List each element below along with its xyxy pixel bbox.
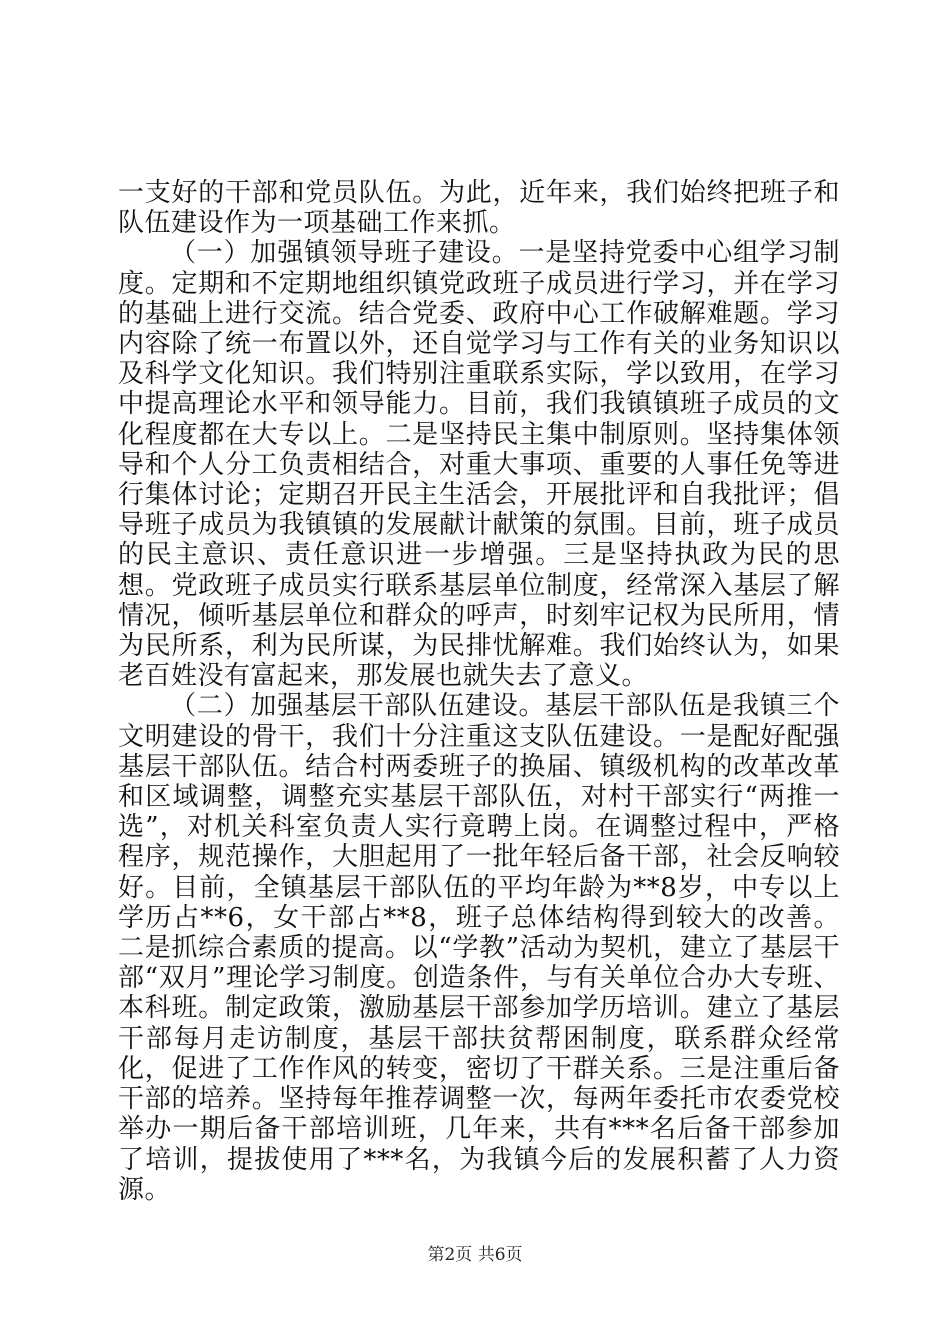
paragraph-leadership-team: （一）加强镇领导班子建设。一是坚持党委中心组学习制度。定期和不定期地组织镇党政班子成员进行学习，并在学习的基础上进行交流。结合党委、政府中心工作破解难题。学习内容除了统一布置以外，还自觉学习与工作有关的业务知识以及科学文化知识。我们特别注重联系实际，学以致用，在学习中提高理论水平和领导能力。目前，我们我镇镇班子成员的文化程度都在大专以上。二是坚持民主集中制原则。坚持集体领导和个人分工负责相结合，对重大事项、重要的人事任免等进行集体讨论；定期召开民主生活会，开展批评和自我批评；倡导班子成员为我镇镇的发展献计献策的氛围。目前，班子成员的民主意识、责任意识进一步增强。三是坚持执政为民的思想。党政班子成员实行联系基层单位制度，经常深入基层了解情况，倾听基层单位和群众的呼声，时刻牢记权为民所用，情为民所系，利为民所谋，为民排忧解难。我们始终认为，如果老百姓没有富起来，那发展也就失去了意义。 — [118, 238, 840, 692]
page-number-footer: 第2页 共6页 — [427, 1245, 523, 1265]
paragraph-continuation: 一支好的干部和党员队伍。为此，近年来，我们始终把班子和队伍建设作为一项基础工作来抓。 — [118, 178, 840, 239]
paragraph-grassroots-cadres: （二）加强基层干部队伍建设。基层干部队伍是我镇三个文明建设的骨干，我们十分注重这支队伍建设。一是配好配强基层干部队伍。结合村两委班子的换届、镇级机构的改革改革和区域调整，调整充实基层干部队伍，对村干部实行“两推一选”，对机关科室负责人实行竟聘上岗。在调整过程中，严格程序，规范操作，大胆起用了一批年轻后备干部，社会反响较好。目前，全镇基层干部队伍的平均年龄为**8岁，中专以上学历占**6，女干部占**8，班子总体结构得到较大的改善。二是抓综合素质的提高。以“学教”活动为契机，建立了基层干部“双月”理论学习制度。创造条件，与有关单位合办大专班、本科班。制定政策，激励基层干部参加学历培训。建立了基层干部每月走访制度，基层干部扶贫帮困制度，联系群众经常化，促进了工作作风的转变，密切了干群关系。三是注重后备干部的培养。坚持每年推荐调整一次，每两年委托市农委党校举办一期后备干部培训班，几年来，共有***名后备干部参加了培训，提拔使用了***名，为我镇今后的发展积蓄了人力资源。 — [118, 691, 840, 1205]
document-body — [118, 178, 840, 1205]
